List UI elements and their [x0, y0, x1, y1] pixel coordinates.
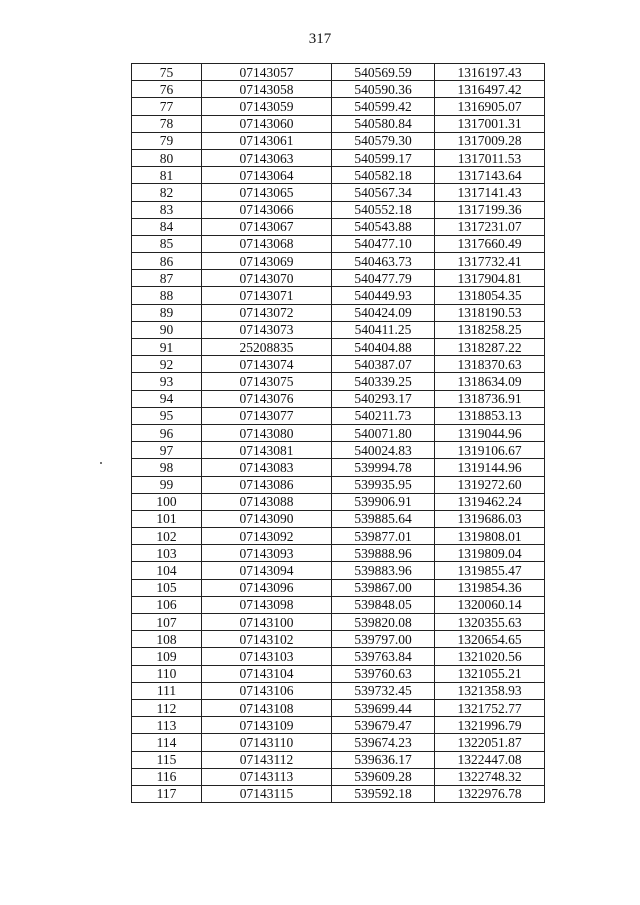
row-index-cell: 87 [132, 270, 202, 287]
x-coordinate-cell: 540463.73 [332, 253, 435, 270]
y-coordinate-cell: 1317141.43 [435, 184, 545, 201]
row-index-cell: 77 [132, 98, 202, 115]
point-id-cell: 07143061 [202, 132, 332, 149]
row-index-cell: 95 [132, 407, 202, 424]
point-id-cell: 07143073 [202, 321, 332, 338]
table-row [132, 390, 545, 407]
x-coordinate-cell: 540599.17 [332, 149, 435, 166]
point-id-cell: 07143102 [202, 631, 332, 648]
point-id-cell: 07143112 [202, 751, 332, 768]
y-coordinate-cell: 1321752.77 [435, 699, 545, 716]
table-row [132, 665, 545, 682]
table-row [132, 253, 545, 270]
x-coordinate-cell: 539732.45 [332, 682, 435, 699]
table-row [132, 356, 545, 373]
table-row [132, 149, 545, 166]
y-coordinate-cell: 1317660.49 [435, 235, 545, 252]
x-coordinate-cell: 539760.63 [332, 665, 435, 682]
point-id-cell: 07143092 [202, 528, 332, 545]
x-coordinate-cell: 539797.00 [332, 631, 435, 648]
point-id-cell: 07143088 [202, 493, 332, 510]
y-coordinate-cell: 1317011.53 [435, 149, 545, 166]
point-id-cell: 07143071 [202, 287, 332, 304]
table-row [132, 218, 545, 235]
page-number: 317 [308, 31, 332, 47]
y-coordinate-cell: 1318258.25 [435, 321, 545, 338]
table-row [132, 699, 545, 716]
point-id-cell: 07143064 [202, 167, 332, 184]
table-row [132, 648, 545, 665]
table-row [132, 321, 545, 338]
row-index-cell: 86 [132, 253, 202, 270]
coordinates-table [131, 63, 545, 803]
table-row [132, 476, 545, 493]
table-row [132, 510, 545, 527]
row-index-cell: 105 [132, 579, 202, 596]
row-index-cell: 99 [132, 476, 202, 493]
point-id-cell: 07143070 [202, 270, 332, 287]
y-coordinate-cell: 1316905.07 [435, 98, 545, 115]
x-coordinate-cell: 539877.01 [332, 528, 435, 545]
table-row [132, 304, 545, 321]
x-coordinate-cell: 540424.09 [332, 304, 435, 321]
y-coordinate-cell: 1317732.41 [435, 253, 545, 270]
row-index-cell: 110 [132, 665, 202, 682]
point-id-cell: 07143108 [202, 699, 332, 716]
table-row [132, 167, 545, 184]
point-id-cell: 07143065 [202, 184, 332, 201]
point-id-cell: 07143081 [202, 442, 332, 459]
x-coordinate-cell: 539906.91 [332, 493, 435, 510]
y-coordinate-cell: 1318370.63 [435, 356, 545, 373]
point-id-cell: 07143098 [202, 596, 332, 613]
table-row [132, 64, 545, 81]
y-coordinate-cell: 1322748.32 [435, 768, 545, 785]
table-row [132, 184, 545, 201]
point-id-cell: 07143076 [202, 390, 332, 407]
row-index-cell: 98 [132, 459, 202, 476]
row-index-cell: 92 [132, 356, 202, 373]
row-index-cell: 111 [132, 682, 202, 699]
x-coordinate-cell: 539674.23 [332, 734, 435, 751]
row-index-cell: 104 [132, 562, 202, 579]
table-row [132, 235, 545, 252]
x-coordinate-cell: 540567.34 [332, 184, 435, 201]
x-coordinate-cell: 540449.93 [332, 287, 435, 304]
x-coordinate-cell: 540543.88 [332, 218, 435, 235]
point-id-cell: 07143066 [202, 201, 332, 218]
point-id-cell: 07143093 [202, 545, 332, 562]
point-id-cell: 07143113 [202, 768, 332, 785]
table-row [132, 682, 545, 699]
x-coordinate-cell: 540590.36 [332, 81, 435, 98]
row-index-cell: 113 [132, 717, 202, 734]
y-coordinate-cell: 1317199.36 [435, 201, 545, 218]
point-id-cell: 07143059 [202, 98, 332, 115]
point-id-cell: 07143106 [202, 682, 332, 699]
y-coordinate-cell: 1319808.01 [435, 528, 545, 545]
point-id-cell: 07143080 [202, 424, 332, 441]
x-coordinate-cell: 539820.08 [332, 614, 435, 631]
row-index-cell: 76 [132, 81, 202, 98]
row-index-cell: 90 [132, 321, 202, 338]
y-coordinate-cell: 1317231.07 [435, 218, 545, 235]
table-row [132, 717, 545, 734]
y-coordinate-cell: 1319686.03 [435, 510, 545, 527]
point-id-cell: 07143110 [202, 734, 332, 751]
y-coordinate-cell: 1320060.14 [435, 596, 545, 613]
table-row [132, 734, 545, 751]
row-index-cell: 115 [132, 751, 202, 768]
table-row [132, 785, 545, 802]
x-coordinate-cell: 540580.84 [332, 115, 435, 132]
y-coordinate-cell: 1317904.81 [435, 270, 545, 287]
row-index-cell: 75 [132, 64, 202, 81]
x-coordinate-cell: 540569.59 [332, 64, 435, 81]
x-coordinate-cell: 540071.80 [332, 424, 435, 441]
x-coordinate-cell: 540339.25 [332, 373, 435, 390]
table-row [132, 768, 545, 785]
x-coordinate-cell: 539636.17 [332, 751, 435, 768]
coordinates-table-body [132, 64, 545, 803]
table-row [132, 201, 545, 218]
point-id-cell: 07143104 [202, 665, 332, 682]
y-coordinate-cell: 1322976.78 [435, 785, 545, 802]
x-coordinate-cell: 539699.44 [332, 699, 435, 716]
row-index-cell: 88 [132, 287, 202, 304]
table-row [132, 407, 545, 424]
row-index-cell: 81 [132, 167, 202, 184]
point-id-cell: 07143067 [202, 218, 332, 235]
table-row [132, 424, 545, 441]
y-coordinate-cell: 1318736.91 [435, 390, 545, 407]
y-coordinate-cell: 1318287.22 [435, 339, 545, 356]
point-id-cell: 07143090 [202, 510, 332, 527]
row-index-cell: 107 [132, 614, 202, 631]
x-coordinate-cell: 539883.96 [332, 562, 435, 579]
point-id-cell: 07143083 [202, 459, 332, 476]
table-row [132, 562, 545, 579]
row-index-cell: 96 [132, 424, 202, 441]
y-coordinate-cell: 1319106.67 [435, 442, 545, 459]
x-coordinate-cell: 539609.28 [332, 768, 435, 785]
y-coordinate-cell: 1321996.79 [435, 717, 545, 734]
y-coordinate-cell: 1318054.35 [435, 287, 545, 304]
x-coordinate-cell: 539994.78 [332, 459, 435, 476]
x-coordinate-cell: 540477.79 [332, 270, 435, 287]
y-coordinate-cell: 1319272.60 [435, 476, 545, 493]
row-index-cell: 85 [132, 235, 202, 252]
x-coordinate-cell: 540024.83 [332, 442, 435, 459]
x-coordinate-cell: 540404.88 [332, 339, 435, 356]
row-index-cell: 83 [132, 201, 202, 218]
row-index-cell: 103 [132, 545, 202, 562]
x-coordinate-cell: 540387.07 [332, 356, 435, 373]
y-coordinate-cell: 1316497.42 [435, 81, 545, 98]
row-index-cell: 101 [132, 510, 202, 527]
point-id-cell: 07143086 [202, 476, 332, 493]
x-coordinate-cell: 539848.05 [332, 596, 435, 613]
point-id-cell: 07143115 [202, 785, 332, 802]
point-id-cell: 07143075 [202, 373, 332, 390]
point-id-cell: 07143109 [202, 717, 332, 734]
point-id-cell: 07143063 [202, 149, 332, 166]
table-row [132, 81, 545, 98]
x-coordinate-cell: 540477.10 [332, 235, 435, 252]
x-coordinate-cell: 540599.42 [332, 98, 435, 115]
x-coordinate-cell: 540211.73 [332, 407, 435, 424]
table-row [132, 751, 545, 768]
y-coordinate-cell: 1317143.64 [435, 167, 545, 184]
y-coordinate-cell: 1320355.63 [435, 614, 545, 631]
row-index-cell: 89 [132, 304, 202, 321]
x-coordinate-cell: 540582.18 [332, 167, 435, 184]
x-coordinate-cell: 539592.18 [332, 785, 435, 802]
row-index-cell: 84 [132, 218, 202, 235]
y-coordinate-cell: 1321020.56 [435, 648, 545, 665]
row-index-cell: 114 [132, 734, 202, 751]
x-coordinate-cell: 540579.30 [332, 132, 435, 149]
table-row [132, 442, 545, 459]
table-row [132, 270, 545, 287]
point-id-cell: 07143060 [202, 115, 332, 132]
table-row [132, 493, 545, 510]
x-coordinate-cell: 539888.96 [332, 545, 435, 562]
y-coordinate-cell: 1319144.96 [435, 459, 545, 476]
point-id-cell: 07143069 [202, 253, 332, 270]
y-coordinate-cell: 1319044.96 [435, 424, 545, 441]
y-coordinate-cell: 1318190.53 [435, 304, 545, 321]
y-coordinate-cell: 1319855.47 [435, 562, 545, 579]
y-coordinate-cell: 1318634.09 [435, 373, 545, 390]
x-coordinate-cell: 539763.84 [332, 648, 435, 665]
x-coordinate-cell: 539679.47 [332, 717, 435, 734]
x-coordinate-cell: 539867.00 [332, 579, 435, 596]
point-id-cell: 07143068 [202, 235, 332, 252]
table-row [132, 98, 545, 115]
row-index-cell: 78 [132, 115, 202, 132]
table-row [132, 339, 545, 356]
row-index-cell: 117 [132, 785, 202, 802]
x-coordinate-cell: 539935.95 [332, 476, 435, 493]
table-row [132, 373, 545, 390]
y-coordinate-cell: 1317001.31 [435, 115, 545, 132]
row-index-cell: 79 [132, 132, 202, 149]
table-row [132, 596, 545, 613]
point-id-cell: 07143096 [202, 579, 332, 596]
x-coordinate-cell: 540411.25 [332, 321, 435, 338]
row-index-cell: 91 [132, 339, 202, 356]
point-id-cell: 07143072 [202, 304, 332, 321]
y-coordinate-cell: 1319854.36 [435, 579, 545, 596]
y-coordinate-cell: 1321358.93 [435, 682, 545, 699]
point-id-cell: 07143058 [202, 81, 332, 98]
table-row [132, 631, 545, 648]
y-coordinate-cell: 1318853.13 [435, 407, 545, 424]
y-coordinate-cell: 1316197.43 [435, 64, 545, 81]
row-index-cell: 116 [132, 768, 202, 785]
table-row [132, 528, 545, 545]
row-index-cell: 82 [132, 184, 202, 201]
y-coordinate-cell: 1319809.04 [435, 545, 545, 562]
table-row [132, 287, 545, 304]
table-row [132, 614, 545, 631]
table-row [132, 545, 545, 562]
point-id-cell: 07143057 [202, 64, 332, 81]
row-index-cell: 100 [132, 493, 202, 510]
table-row [132, 132, 545, 149]
y-coordinate-cell: 1317009.28 [435, 132, 545, 149]
point-id-cell: 25208835 [202, 339, 332, 356]
point-id-cell: 07143077 [202, 407, 332, 424]
point-id-cell: 07143094 [202, 562, 332, 579]
row-index-cell: 102 [132, 528, 202, 545]
row-index-cell: 112 [132, 699, 202, 716]
row-index-cell: 94 [132, 390, 202, 407]
x-coordinate-cell: 540293.17 [332, 390, 435, 407]
y-coordinate-cell: 1319462.24 [435, 493, 545, 510]
row-index-cell: 106 [132, 596, 202, 613]
y-coordinate-cell: 1322051.87 [435, 734, 545, 751]
point-id-cell: 07143103 [202, 648, 332, 665]
row-index-cell: 108 [132, 631, 202, 648]
y-coordinate-cell: 1322447.08 [435, 751, 545, 768]
table-row [132, 579, 545, 596]
row-index-cell: 93 [132, 373, 202, 390]
stray-dot-mark [100, 462, 102, 464]
table-row [132, 459, 545, 476]
x-coordinate-cell: 540552.18 [332, 201, 435, 218]
x-coordinate-cell: 539885.64 [332, 510, 435, 527]
table-row [132, 115, 545, 132]
row-index-cell: 109 [132, 648, 202, 665]
y-coordinate-cell: 1321055.21 [435, 665, 545, 682]
point-id-cell: 07143074 [202, 356, 332, 373]
row-index-cell: 97 [132, 442, 202, 459]
point-id-cell: 07143100 [202, 614, 332, 631]
y-coordinate-cell: 1320654.65 [435, 631, 545, 648]
row-index-cell: 80 [132, 149, 202, 166]
